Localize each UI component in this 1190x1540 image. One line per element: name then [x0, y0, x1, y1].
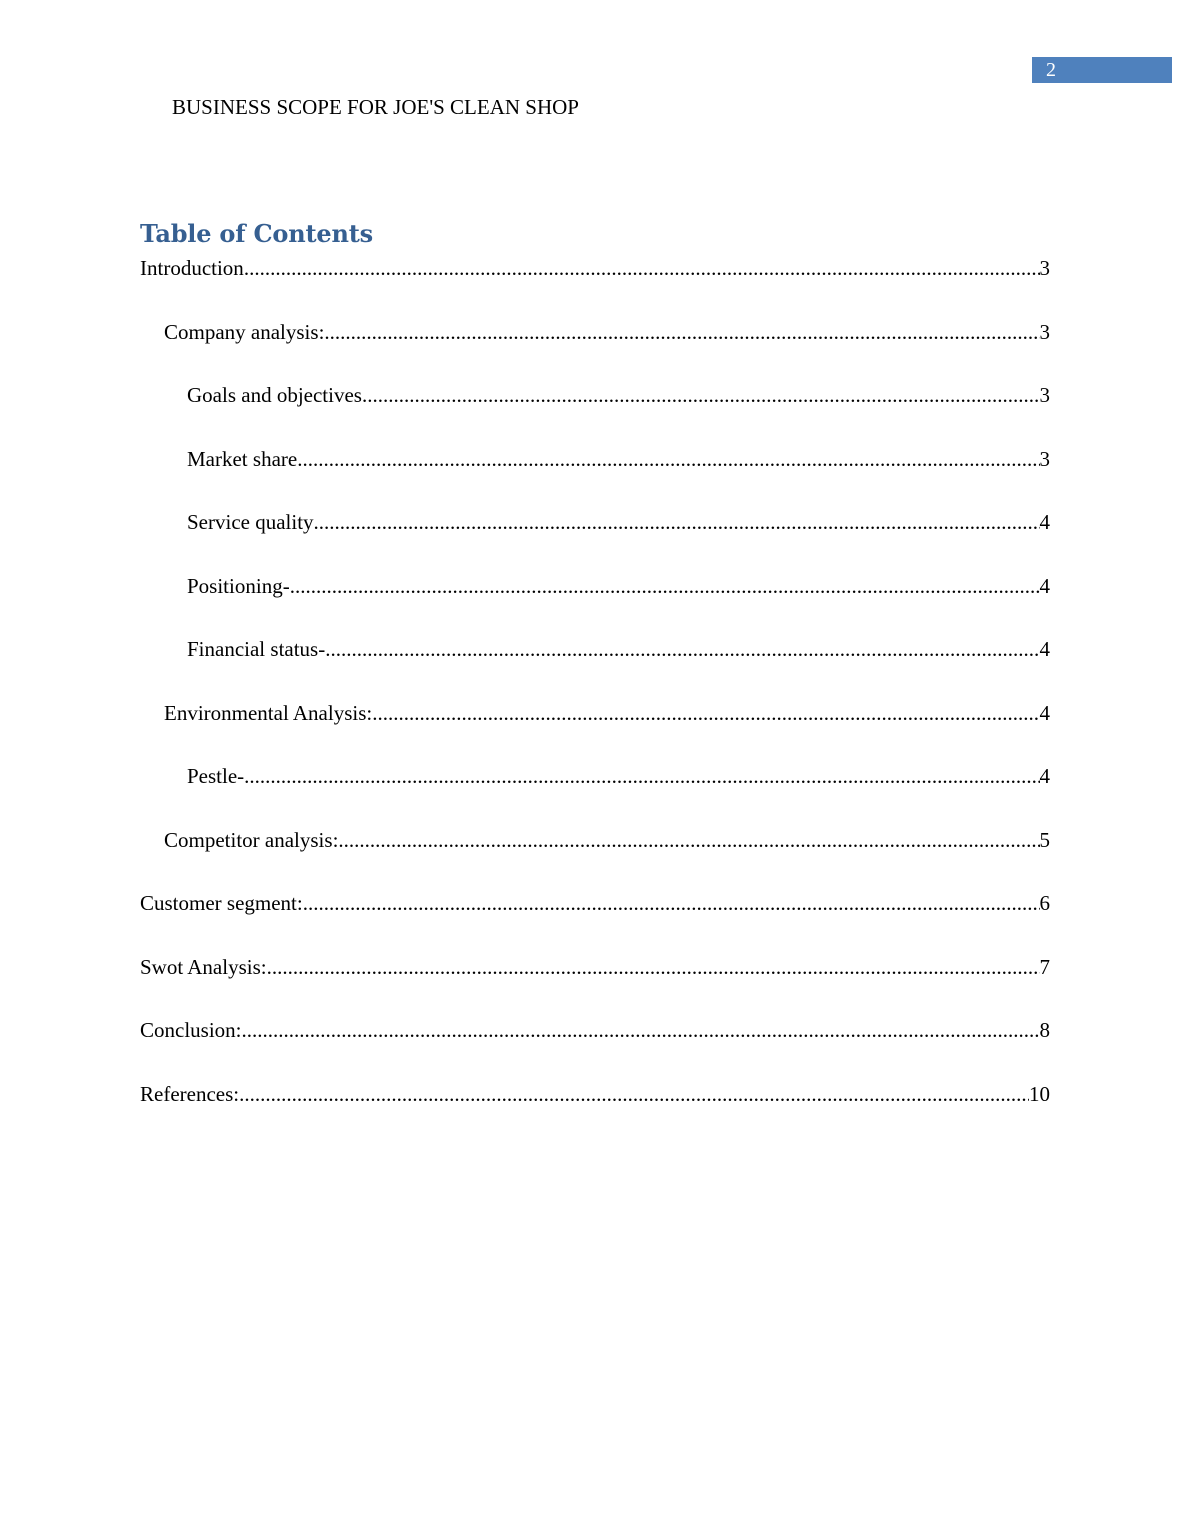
- running-header-title: BUSINESS SCOPE FOR JOE'S CLEAN SHOP: [172, 95, 579, 119]
- toc-entry-page: 4: [1039, 510, 1050, 534]
- toc-entry-label: Positioning-: [187, 573, 290, 598]
- toc-entry-customer-segment[interactable]: [140, 890, 1050, 954]
- toc-entry-label: Service quality: [187, 510, 314, 534]
- toc-dot-leader: [324, 319, 1039, 345]
- toc-dot-leader: [244, 255, 1040, 281]
- table-of-contents: [140, 255, 1050, 1144]
- toc-entry-page: 3: [1039, 446, 1050, 471]
- toc-dot-leader: [362, 382, 1040, 408]
- toc-entry-company-analysis[interactable]: [140, 319, 1050, 383]
- toc-entry-label: Market share: [187, 446, 298, 471]
- toc-entry-financial-status[interactable]: [140, 636, 1050, 700]
- toc-dot-leader: [314, 509, 1040, 535]
- toc-entry-label: Financial status-: [187, 637, 326, 661]
- toc-entry-label: Introduction: [140, 256, 244, 280]
- toc-dot-leader: [267, 954, 1040, 980]
- toc-entry-page: 4: [1039, 700, 1050, 725]
- toc-dot-leader: [297, 446, 1039, 472]
- toc-entry-label: Company analysis:: [164, 319, 325, 344]
- toc-entry-market-share[interactable]: [140, 446, 1050, 510]
- toc-dot-leader: [290, 573, 1040, 599]
- toc-entry-page: 3: [1039, 256, 1050, 280]
- toc-entry-service-quality[interactable]: [140, 509, 1050, 573]
- toc-entry-page: 10: [1029, 1081, 1050, 1106]
- toc-entry-goals-and-objectives[interactable]: [140, 382, 1050, 446]
- toc-dot-leader: [303, 890, 1040, 916]
- toc-entry-introduction[interactable]: [140, 255, 1050, 319]
- toc-entry-label: References:: [140, 1081, 240, 1106]
- toc-entry-label: Customer segment:: [140, 891, 303, 915]
- toc-entry-positioning[interactable]: [140, 573, 1050, 637]
- toc-entry-page: 4: [1039, 637, 1050, 661]
- toc-entry-references[interactable]: [140, 1081, 1050, 1145]
- toc-entry-label: Environmental Analysis:: [164, 700, 373, 725]
- toc-dot-leader: [338, 827, 1039, 853]
- toc-entry-page: 7: [1039, 954, 1050, 979]
- toc-title: Table of Contents: [140, 219, 373, 248]
- toc-entry-conclusion[interactable]: [140, 1017, 1050, 1081]
- toc-entry-pestle[interactable]: [140, 763, 1050, 827]
- toc-entry-competitor-analysis[interactable]: [140, 827, 1050, 891]
- page-number-bar: [1032, 57, 1172, 83]
- toc-entry-page: 8: [1039, 1018, 1050, 1042]
- toc-entry-environmental-analysis[interactable]: [140, 700, 1050, 764]
- toc-entry-label: Swot Analysis:: [140, 954, 267, 979]
- toc-dot-leader: [244, 763, 1039, 789]
- toc-entry-label: Goals and objectives: [187, 383, 362, 407]
- toc-entry-label: Pestle-: [187, 764, 245, 788]
- toc-entry-page: 4: [1039, 573, 1050, 598]
- toc-entry-swot-analysis[interactable]: [140, 954, 1050, 1018]
- toc-entry-label: Conclusion:: [140, 1018, 242, 1042]
- toc-dot-leader: [239, 1081, 1029, 1107]
- toc-entry-page: 3: [1039, 383, 1050, 407]
- toc-entry-label: Competitor analysis:: [164, 827, 339, 852]
- toc-dot-leader: [372, 700, 1039, 726]
- toc-dot-leader: [242, 1017, 1040, 1043]
- toc-entry-page: 6: [1039, 891, 1050, 915]
- toc-dot-leader: [325, 636, 1039, 662]
- toc-entry-page: 5: [1039, 827, 1050, 852]
- toc-entry-page: 3: [1039, 319, 1050, 344]
- toc-entry-page: 4: [1039, 764, 1050, 788]
- page-number: 2: [1046, 59, 1056, 81]
